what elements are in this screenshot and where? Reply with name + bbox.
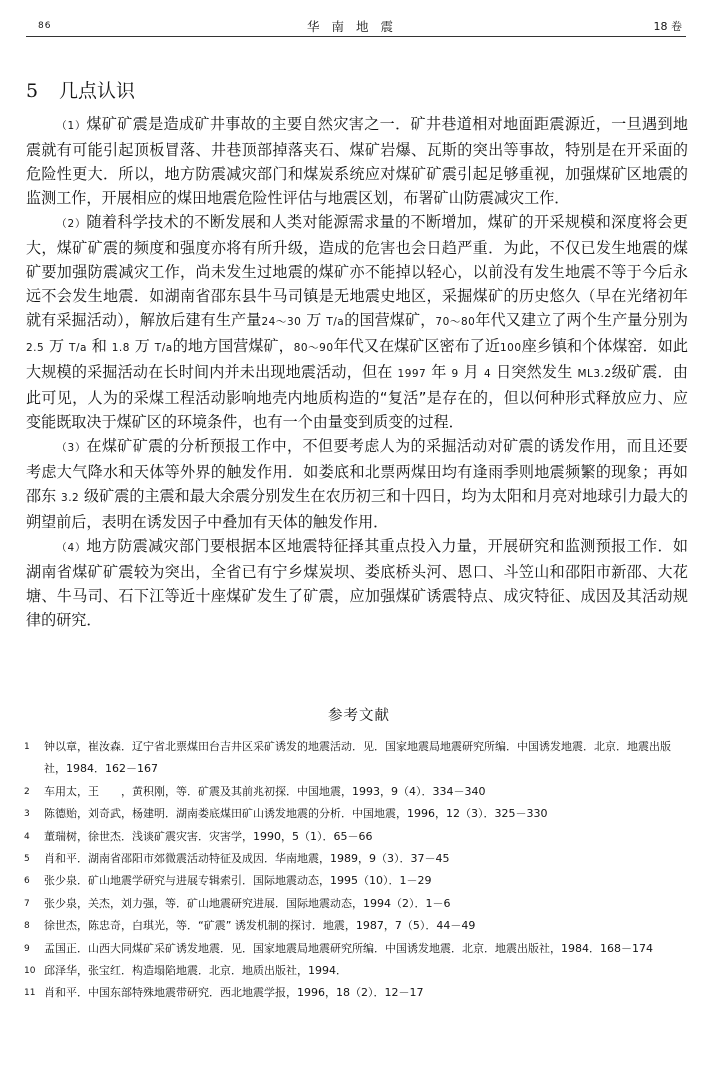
reference-text: 肖和平．湖南省邵阳市郊微震活动特征及成因．华南地震，1989，9（3）．37－45 <box>44 852 450 866</box>
reference-text: 陈德贻，刘奇武，杨建明．湖南娄底煤田矿山诱发地震的分析．中国地震，1996，12（3）．325－330 <box>44 807 548 821</box>
paragraph-text: 的地方国营煤矿， <box>172 337 294 355</box>
journal-title: 华南地震 <box>306 19 405 34</box>
paragraph-text: 年代又在煤矿区密布了近 <box>333 337 500 355</box>
reference-item <box>24 938 688 960</box>
reference-item <box>24 736 688 781</box>
reference-number: 11 <box>24 988 36 999</box>
reference-text: 徐世杰，陈忠奇，白琪光，等．“矿震” 诱发机制的探讨．地震，1987，7（5）．44－49 <box>44 919 476 933</box>
page-number: 86 <box>38 21 52 31</box>
paragraph-marker: （1） <box>56 120 87 132</box>
paragraph-marker: （3） <box>56 442 87 454</box>
reference-text: 孟国正．山西大同煤矿采矿诱发地震．见．国家地震局地震研究所编．中国诱发地震．北京．地震出版社，1984．168－174 <box>44 941 653 955</box>
unit-wan: 万 <box>306 311 322 329</box>
paragraph-text: 和 <box>91 337 107 355</box>
month: 9 <box>451 368 459 380</box>
paragraph-text: 煤矿矿震是造成矿井事故的主要自然灾害之一．矿井巷道相对地面距震源近，一旦遇到地震就有可能引起顶板冒落、井巷顶部掉落夹石、煤矿岩爆、瓦斯的突出等事故，特别是在开采面的危险性更大．所以，地方防震减灾部门和煤炭系统应对煤矿矿震引起足够重视，加强煤矿区地震的监测工作，开展相应的煤田地震危险性评估与地震区划，布署矿山防震减灾工作． <box>26 115 688 207</box>
reference-list <box>24 736 688 1005</box>
unit-tons-per-year: T/a <box>69 342 87 354</box>
paragraph-text: 座乡镇和个体煤窑．如此大规模的采掘活动在长时间内并未出现地震活动，但在 <box>26 337 688 381</box>
reference-text: 邱泽华，张宝红．构造塌陷地震．北京．地质出版社，1994． <box>44 964 347 978</box>
reference-number: 9 <box>24 943 30 954</box>
body-text <box>26 112 688 632</box>
production-range: 24～30 <box>261 316 302 328</box>
unit-wan: 万 <box>49 337 65 355</box>
section-title: 几点认识 <box>59 80 136 102</box>
volume-label: 18 卷 <box>653 20 682 33</box>
paragraph-text: 随着科学技术的不断发展和人类对能源需求量的不断增加，煤矿的开采规模和深度将会更大，煤矿矿震的频度和强度亦将有所升级，造成的危害也会日趋严重．为此，不仅已发生地震的煤矿要加强防震减灾工作，尚未发生过地震的煤矿亦不能掉以轻心，以前没有发生地震不等于今后永远不会发生地震．如湖南省邵东县牛马司镇是无地震史地区，采掘煤矿的历史悠久（早在光绪初年就有采掘活动），解放后建有生产量 <box>26 213 688 329</box>
reference-number: 10 <box>24 966 36 977</box>
reference-item <box>24 893 688 915</box>
decade-range: 80～90 <box>293 342 334 354</box>
reference-item <box>24 848 688 870</box>
references-heading: 参考文献 <box>328 708 390 724</box>
reference-number: 2 <box>24 786 30 797</box>
reference-item <box>24 982 688 1004</box>
reference-number: 5 <box>24 854 30 865</box>
paragraph-text: 级矿震的主震和最大余震分别发生在农历初三和十四日，均为太阳和月亮对地球引力最大的朔望前后，表明在诱发因子中叠加有天体的触发作用． <box>26 487 688 531</box>
reference-text: 董瑞树，徐世杰．浅谈矿震灾害．灾害学，1990，5（1）．65－66 <box>44 829 373 843</box>
reference-number: 1 <box>24 742 30 752</box>
reference-text: 肖和平．中国东部特殊地震带研究．西北地震学报，1996，18（2）．12－17 <box>44 986 424 1000</box>
paragraph-2 <box>26 210 688 434</box>
unit-wan: 万 <box>134 337 150 355</box>
paragraph-text: 级矿震．由此可见，人为的采煤工程活动影响地壳内地质构造的“复活”是存在的，但以何种形式释放应力、应变能既取决于煤矿区的环境条件，也有一个由量变到质变的过程． <box>26 363 688 431</box>
paragraph-text: 年 <box>431 363 447 381</box>
paragraph-1 <box>26 112 688 210</box>
mine-count: 100 <box>499 342 522 354</box>
reference-item <box>24 781 688 803</box>
production-value: 2.5 <box>26 342 45 354</box>
paragraph-text: 的国营煤矿， <box>344 311 436 329</box>
reference-number: 3 <box>24 809 30 820</box>
section-heading <box>26 76 135 103</box>
unit-tons-per-year: T/a <box>326 316 345 328</box>
paragraph-text: 在煤矿矿震的分析预报工作中，不但要考虑人为的采掘活动对矿震的诱发作用，而且还要考虑大气降水和天体等外界的触发作用．如娄底和北票两煤田均有逢雨季则地震频繁的现象；再如邵东 <box>26 437 688 505</box>
paragraph-text: 年代又建立了两个生产量分别为 <box>475 311 688 329</box>
reference-item <box>24 826 688 848</box>
reference-item <box>24 915 688 937</box>
paragraph-text: 地方防震减灾部门要根据本区地震特征择其重点投入力量，开展研究和监测预报工作．如湖南省煤矿矿震较为突出，全省已有宁乡煤炭坝、娄底桥头河、恩口、斗笠山和邵阳市新邵、大花塘、牛马司、石下江等近十座煤矿发生了矿震，应加强煤矿诱震特点、成灾特征、成因及其活动规律的研究． <box>26 537 688 629</box>
running-header <box>26 16 686 37</box>
paragraph-marker: （2） <box>56 218 87 230</box>
reference-text: 张少泉．矿山地震学研究与进展专辑索引．国际地震动态，1995（10）．1－29 <box>44 874 432 888</box>
paragraph-3 <box>26 434 688 534</box>
unit-tons-per-year: T/a <box>154 342 173 354</box>
reference-text: 张少泉，关杰，刘力强，等．矿山地震研究进展．国际地震动态，1994（2）．1－6 <box>44 896 451 910</box>
reference-number: 4 <box>24 831 30 842</box>
reference-number: 8 <box>24 921 30 932</box>
reference-item <box>24 803 688 825</box>
year: 1997 <box>397 368 427 380</box>
section-number: 5 <box>26 80 39 102</box>
magnitude: 3.2 <box>61 492 80 504</box>
paragraph-text: 月 <box>463 363 479 381</box>
reference-text: 钟以章，崔汝森．辽宁省北票煤田台吉井区采矿诱发的地震活动．见．国家地震局地震研究所编．中国诱发地震．北京．地震出版社，1984．162－167 <box>44 740 671 776</box>
paragraph-4 <box>26 534 688 632</box>
reference-number: 6 <box>24 876 30 887</box>
paragraph-marker: （4） <box>56 542 87 554</box>
production-value: 1.8 <box>111 342 130 354</box>
day: 4 <box>483 368 492 380</box>
reference-text: 车用太，王 ，黄积刚，等．矿震及其前兆初探．中国地震，1993，9（4）．334－340 <box>44 784 486 798</box>
reference-number: 7 <box>24 898 30 909</box>
paragraph-text: 日突然发生 <box>496 363 573 381</box>
magnitude: ML3.2 <box>577 368 612 380</box>
decade-range: 70～80 <box>435 316 476 328</box>
reference-item <box>24 960 688 982</box>
reference-item <box>24 870 688 892</box>
